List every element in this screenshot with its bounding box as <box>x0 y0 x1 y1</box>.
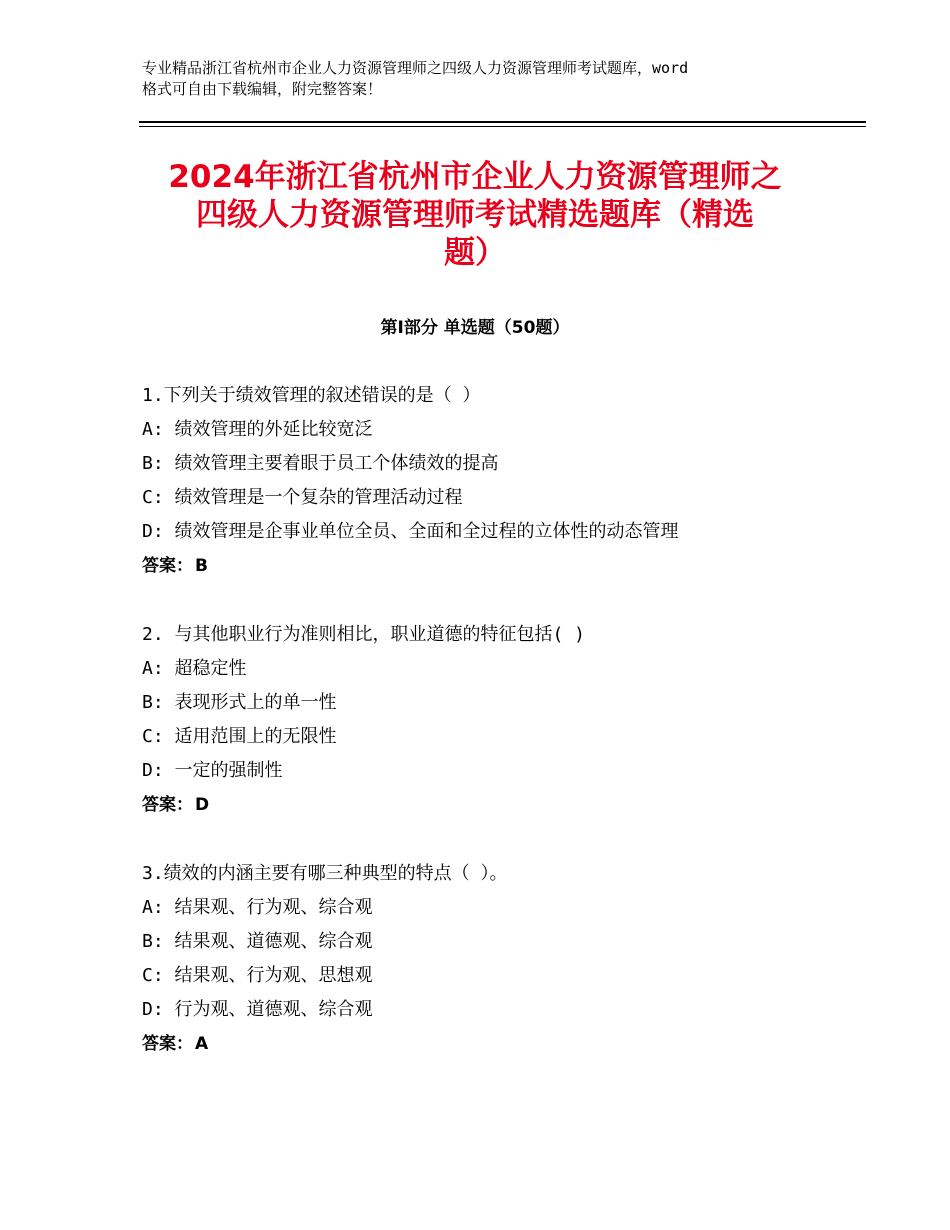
option-b: B: 绩效管理主要着眼于员工个体绩效的提高 <box>142 453 499 474</box>
question-stem: 1.下列关于绩效管理的叙述错误的是（ ） <box>142 385 481 406</box>
document-title-line-3: 题） <box>444 235 506 271</box>
document-title <box>100 158 850 272</box>
option-d: D: 一定的强制性 <box>142 760 283 781</box>
option-a: A: 结果观、行为观、综合观 <box>142 897 373 918</box>
section-title: 第Ⅰ部分 单选题（50题） <box>380 318 570 338</box>
answer-value: B <box>195 556 208 576</box>
answer <box>142 1027 862 1061</box>
question-1 <box>142 379 862 583</box>
answer-value: A <box>195 1034 209 1054</box>
option-b: B: 表现形式上的单一性 <box>142 692 337 713</box>
document-title-line-2: 四级人力资源管理师考试精选题库（精选 <box>196 197 754 233</box>
option-a: A: 绩效管理的外延比较宽泛 <box>142 419 373 440</box>
question-2 <box>142 618 862 822</box>
header-divider-thin <box>139 126 866 127</box>
answer <box>142 549 862 583</box>
document-title-line-1: 2024年浙江省杭州市企业人力资源管理师之 <box>168 159 782 195</box>
option-c: C: 结果观、行为观、思想观 <box>142 965 373 986</box>
header-note-line-1: 专业精品浙江省杭州市企业人力资源管理师之四级人力资源管理师考试题库，word <box>142 59 689 77</box>
header-divider-thick <box>139 121 866 123</box>
header-note <box>142 58 842 100</box>
question-stem: 3.绩效的内涵主要有哪三种典型的特点（ ）。 <box>142 863 508 884</box>
question-stem: 2. 与其他职业行为准则相比，职业道德的特征包括( ) <box>142 624 586 645</box>
answer-label: 答案： <box>142 1034 193 1054</box>
question-3 <box>142 857 862 1061</box>
answer <box>142 788 862 822</box>
option-c: C: 适用范围上的无限性 <box>142 726 337 747</box>
header-note-line-2: 格式可自由下载编辑，附完整答案！ <box>142 80 383 98</box>
option-b: B: 结果观、道德观、综合观 <box>142 931 373 952</box>
option-a: A: 超稳定性 <box>142 658 247 679</box>
option-c: C: 绩效管理是一个复杂的管理活动过程 <box>142 487 463 508</box>
answer-value: D <box>195 795 210 815</box>
answer-label: 答案： <box>142 556 193 576</box>
answer-label: 答案： <box>142 795 193 815</box>
option-d: D: 行为观、道德观、综合观 <box>142 999 373 1020</box>
option-d: D: 绩效管理是企事业单位全员、全面和全过程的立体性的动态管理 <box>142 521 679 542</box>
